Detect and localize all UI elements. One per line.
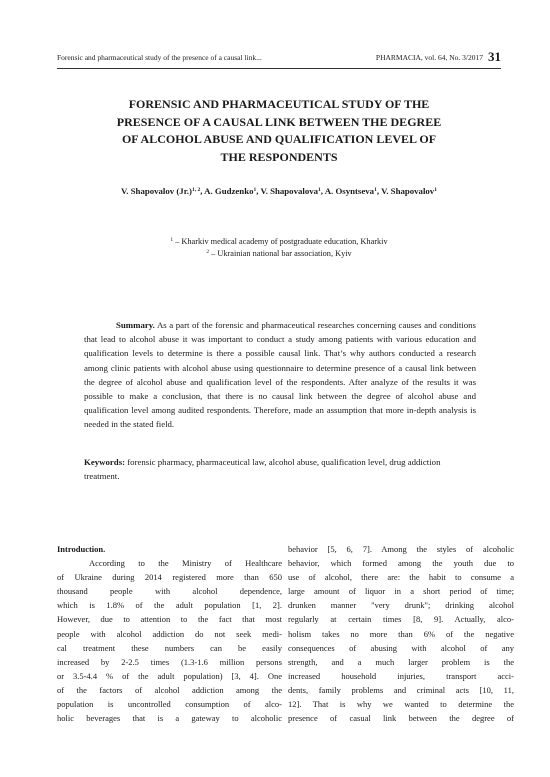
text-line: people with alcohol addiction do not seek medi- (57, 628, 282, 639)
text-line: strength, and a much larger problem is the (288, 656, 514, 667)
text-line: population is uncontrolled consumption of alco- (57, 699, 282, 710)
page-number: 31 (488, 49, 501, 64)
author-affiliation-mark: 1 (374, 187, 377, 193)
affiliation-text: – Kharkiv medical academy of postgraduate education, Kharkiv (173, 237, 388, 246)
author-name: V. Shapovalova (260, 186, 319, 196)
title-line: THE RESPONDENTS (220, 149, 338, 164)
body-column-left (57, 542, 282, 725)
keywords (84, 455, 476, 483)
affiliation-number: 2 (206, 249, 210, 255)
affiliation-text: – Ukrainian national bar association, Kyiv (209, 249, 352, 258)
author-name: A. Gudzenko (204, 186, 254, 196)
text-line: 12]. That is why we wanted to determine the (288, 699, 514, 710)
section-heading: Introduction. (57, 544, 106, 554)
text-line: consequences of abusing with alcohol of any (288, 642, 514, 653)
text-line: holism takes no more than 6% of the negative (288, 628, 514, 639)
text-line: behavior, which formed among the youth due to (288, 558, 514, 569)
author-affiliation-mark: 1 (434, 187, 437, 193)
title-line: OF ALCOHOL ABUSE AND QUALIFICATION LEVEL OF (121, 132, 437, 146)
author-affiliation-mark: 1 (253, 187, 257, 193)
text-line: thousand people with alcohol dependence, (57, 586, 282, 597)
body-column-right (288, 542, 514, 725)
text-line: According to the Ministry of Healthcare (89, 558, 282, 569)
article-title (57, 96, 501, 166)
abstract (84, 318, 476, 432)
keywords-label: Keywords: (84, 457, 126, 467)
text-line: increased household injuries, transport acci- (288, 670, 514, 681)
affiliation (57, 248, 501, 260)
text-line: of the factors of alcohol addiction among the (57, 684, 282, 695)
author-affiliation-mark: 1, 2 (191, 187, 201, 193)
keywords-text: forensic pharmacy, pharmaceutical law, alcohol abuse, qualification level, drug addiction treatment. (84, 457, 441, 482)
author-name: V. Shapovalov (381, 186, 435, 196)
text-line: cal treatment these numbers can be easily (57, 642, 282, 653)
text-line: behavior [5, 6, 7]. Among the styles of alcoholic (288, 544, 514, 554)
affiliations (57, 236, 501, 260)
author-list: V. Shapovalov $(Jr.)^{1, 2}$, A. Gudzenko$^1$, V. Shapovalova$^1$, A. Osyntseva$^1$, V. Shapovalov$^1$ (121, 186, 437, 196)
running-title: Forensic and pharmaceutical study of the presence of a causal link... (57, 53, 262, 62)
title-line: PRESENCE OF A CAUSAL LINK BETWEEN THE DEGREE (116, 114, 442, 129)
text-line: increased by 2-2.5 times (1.3-1.6 million persons (57, 656, 282, 667)
text-line: holic beverages that is a gateway to alcoholic (57, 713, 282, 724)
text-line: regularly at certain times [8, 9]. Actually, alco- (288, 614, 514, 625)
author-affiliation-mark: 1 (318, 187, 321, 193)
affiliation (57, 236, 501, 248)
text-line: However, due to attention to the fact that most (57, 614, 282, 625)
abstract-label: Summary. (116, 320, 155, 330)
author-name: V. Shapovalov (Jr.) (121, 186, 192, 196)
text-line: presence of casual link between the degree of (288, 713, 514, 724)
text-line: drunken manner "very drunk"; drinking alcohol (288, 600, 514, 611)
text-line: dents, family problems and criminal acts [10, 11, (288, 684, 514, 695)
affiliation-number: 1 (170, 237, 174, 243)
running-header (57, 48, 501, 68)
text-line: use of alcohol, there are: the habit to consume a (288, 572, 514, 583)
text-line: which is 1.8% of the adult population [1, 2]. (57, 600, 282, 611)
header-rule (57, 68, 501, 69)
abstract-text: As a part of the forensic and pharmaceutical researches concerning causes and conditions that lead to alcohol abuse it was important to conduct a study among patients with various education and qualification levels to determine is there a possible causal link. That’s why authors conducted a research among clinic patients with alcohol abuse using questionnaire to determine presence of a causal link between the degree of alcohol abuse and qualification level of the respondents. After analyze of the results it was possible to make a conclusion, that there is no causal link between the degree of alcohol abuse and qualification level among audited respondents. Therefore, made an assumption that more in-depth analysis is needed in the stated field. (84, 320, 476, 430)
title-line: FORENSIC AND PHARMACEUTICAL STUDY OF THE (128, 97, 430, 111)
text-line: of Ukraine during 2014 registered more than 650 (57, 572, 282, 583)
journal-info: PHARMACIA, vol. 64, No. 3/2017 (375, 53, 483, 62)
author-name: A. Osyntseva (324, 186, 375, 196)
text-line: large amount of liquor in a short period of time; (288, 586, 514, 597)
text-line: or 3.5-4.4 % of the adult population) [3, 4]. One (57, 670, 282, 681)
